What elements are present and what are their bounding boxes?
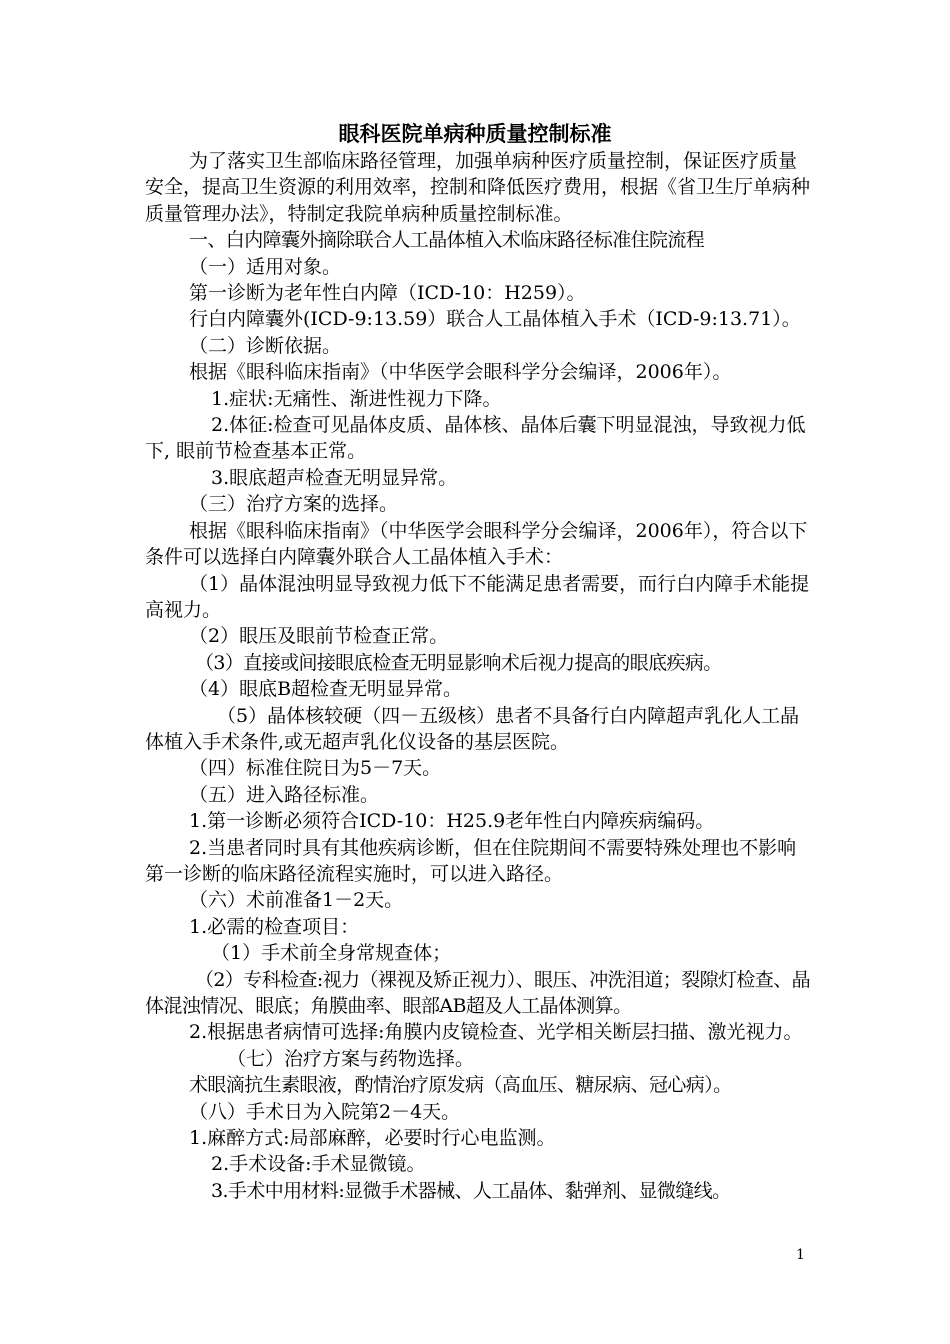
preop-required-tests: 1.必需的检查项目： <box>189 915 360 938</box>
surgery-item-materials: 3.手术中用材料:显微手术器械、人工晶体、黏弹剂、显微缝线。 <box>211 1179 731 1202</box>
surgery-item-anesthesia: 1.麻醉方式:局部麻醉，必要时行心电监测。 <box>189 1127 556 1150</box>
intro-paragraph: 为了落实卫生部临床路径管理，加强单病种医疗质量控制，保证医疗质量安全，提高卫生资源的利用效率，控制和降低医疗费用，根据《省卫生厅单病种质量管理办法》，特制定我院单病种质量控制标准。 <box>145 150 811 225</box>
condition-2: （2）眼压及眼前节检查正常。 <box>189 625 449 648</box>
document-body <box>145 148 810 1204</box>
page-number: 1 <box>796 1247 805 1263</box>
document-title: 眼科医院单病种质量控制标准 <box>338 121 612 146</box>
entry-criterion-2: 2.当患者同时具有其他疾病诊断，但在住院期间不需要特殊处理也不影响第一诊断的临床路径流程实施时，可以进入路径。 <box>145 836 797 885</box>
subheading-path-entry: （五）进入路径标准。 <box>189 783 380 806</box>
entry-criterion-1: 1.第一诊断必须符合ICD-10：H25.9老年性白内障疾病编码。 <box>189 810 715 833</box>
subheading-surgery-day: （八）手术日为入院第2－4天。 <box>189 1100 461 1123</box>
subheading-treatment-drugs: （七）治疗方案与药物选择。 <box>227 1047 475 1070</box>
item-sign: 2.体征:检查可见晶体皮质、晶体核、晶体后囊下明显混浊，导致视力低下, 眼前节检查基本正常。 <box>145 414 806 463</box>
surgery-item-equipment: 2.手术设备:手术显微镜。 <box>211 1153 426 1176</box>
condition-5: （5）晶体核较硬（四－五级核）患者不具备行白内障超声乳化人工晶体植入手术条件,或无超声乳化仪设备的基层医院。 <box>145 704 800 753</box>
preop-optional-tests: 2.根据患者病情可选择:角膜内皮镜检查、光学相关断层扫描、激光视力。 <box>189 1021 803 1044</box>
condition-1: （1）晶体混浊明显导致视力低下不能满足患者需要，而行白内障手术能提高视力。 <box>145 572 810 621</box>
paragraph-guideline-conditions: 根据《眼科临床指南》（中华医学会眼科学分会编译，2006年），符合以下条件可以选择白内障囊外联合人工晶体植入手术： <box>145 519 808 569</box>
paragraph-eye-drops: 术眼滴抗生素眼液，酌情治疗原发病（高血压、糖尿病、冠心病）。 <box>189 1074 732 1097</box>
subheading-diagnosis-basis: （二）诊断依据。 <box>189 334 342 357</box>
preop-test-2: （2）专科检查:视力（裸视及矫正视力）、眼压、冲洗泪道；裂隙灯检查、晶体混浊情况、眼底；角膜曲率、眼部AB超及人工晶体测算。 <box>145 968 810 1017</box>
section-heading-1: 一、白内障囊外摘除联合人工晶体植入术临床路径标准住院流程 <box>189 229 705 252</box>
paragraph-surgery-code: 行白内障囊外(ICD-9:13.59）联合人工晶体植入手术（ICD-9:13.71）。 <box>189 308 801 331</box>
subheading-hospital-stay: （四）标准住院日为5－7天。 <box>189 757 442 780</box>
condition-3: （3）直接或间接眼底检查无明显影响术后视力提高的眼底疾病。 <box>195 651 722 674</box>
item-symptom: 1.症状:无痛性、渐进性视力下降。 <box>211 387 502 410</box>
preop-test-1: （1）手术前全身常规查体； <box>211 942 452 965</box>
item-ultrasound: 3.眼底超声检查无明显异常。 <box>211 466 458 489</box>
subheading-treatment-choice: （三）治疗方案的选择。 <box>189 493 399 516</box>
subheading-preop: （六）术前准备1－2天。 <box>189 889 404 912</box>
condition-4: （4）眼底B超检查无明显异常。 <box>189 678 463 701</box>
subheading-applicable: （一）适用对象。 <box>189 255 342 278</box>
paragraph-guideline: 根据《眼科临床指南》（中华医学会眼科学分会编译，2006年）。 <box>189 361 732 384</box>
paragraph-diagnosis-code: 第一诊断为老年性白内障（ICD-10：H259）。 <box>189 282 586 305</box>
